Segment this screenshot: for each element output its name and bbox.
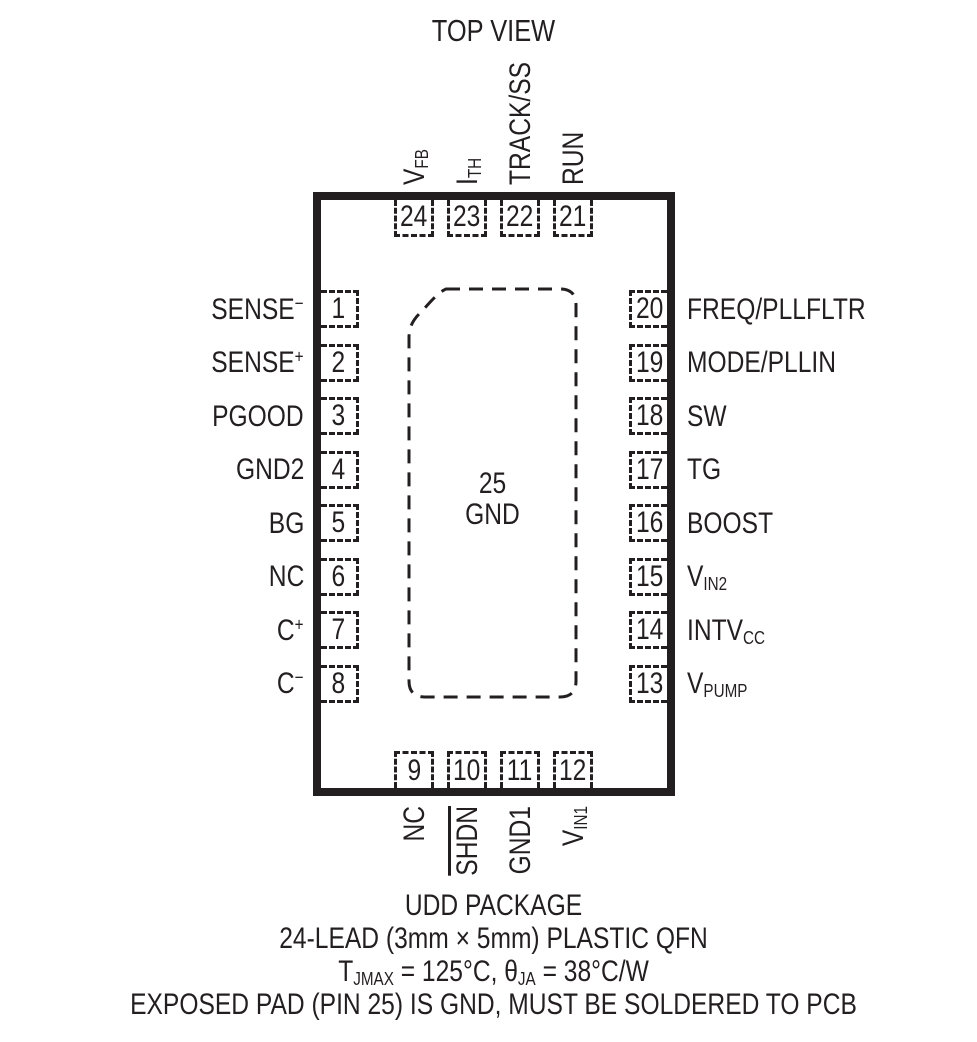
pin-9-number: 9 xyxy=(407,754,421,787)
pin-4-label: GND2 xyxy=(235,453,304,486)
pin-11-box xyxy=(500,751,540,788)
pin-21-label: RUN xyxy=(556,131,590,185)
pin-6-label: NC xyxy=(268,560,304,593)
pin-9-box xyxy=(394,751,434,788)
exposed-pad-label xyxy=(424,468,561,530)
pin-18-box xyxy=(629,397,667,435)
package-name: UDD PACKAGE xyxy=(404,889,583,922)
pin-14-label: $INTV_{CC}$ xyxy=(687,613,766,648)
pin-3-number: 3 xyxy=(331,399,346,432)
pin-5-box xyxy=(321,504,359,542)
pin-12-box xyxy=(553,751,593,788)
pin-1-number: 1 xyxy=(331,292,346,325)
pin-9-label: NC xyxy=(397,806,431,842)
pin-7-box xyxy=(321,611,359,649)
pin-23-number: 23 xyxy=(453,200,481,233)
pin-7-number: 7 xyxy=(331,613,346,646)
pin-3-box xyxy=(321,397,359,435)
pin-17-box xyxy=(629,451,667,489)
pin-18-number: 18 xyxy=(635,399,664,432)
pin-16-label: BOOST xyxy=(687,506,774,540)
pin-6-box xyxy=(321,558,359,596)
pin-16-box xyxy=(629,504,667,542)
pin-21-box xyxy=(553,200,593,237)
pin-13-box xyxy=(629,665,667,703)
pin-1-label: SENSE− xyxy=(211,292,304,326)
exposed-pad-note: EXPOSED PAD (PIN 25) IS GND, MUST BE SOLDERED TO PCB xyxy=(130,988,857,1021)
exposed-pad-net: GND xyxy=(465,498,520,531)
pin-8-label: C− xyxy=(277,666,304,700)
pin-19-box xyxy=(629,344,667,382)
pin-24-label: $V_{FB}$ xyxy=(397,149,432,185)
pin-15-label: $V_{IN2}$ xyxy=(687,560,728,595)
pin-13-number: 13 xyxy=(635,666,664,700)
pin-10-box xyxy=(447,751,487,788)
pin-22-number: 22 xyxy=(506,200,534,233)
pin-12-number: 12 xyxy=(559,754,587,787)
pin-19-number: 19 xyxy=(635,345,664,379)
pin-17-label: TG xyxy=(687,453,722,486)
pin-23-label: $I_{TH}$ xyxy=(450,157,485,185)
pin-7-label: C+ xyxy=(277,613,304,647)
pin-5-number: 5 xyxy=(331,506,346,539)
pin-8-number: 8 xyxy=(331,666,346,700)
pin-3-label: PGOOD xyxy=(212,399,304,433)
pin-24-number: 24 xyxy=(400,200,428,233)
pin-19-label: MODE/PLLIN xyxy=(687,346,837,379)
pin-14-number: 14 xyxy=(635,613,664,646)
pin-11-label: GND1 xyxy=(503,806,537,875)
pin-22-label: TRACK/SS xyxy=(503,61,537,185)
pin-16-number: 16 xyxy=(635,506,664,539)
pin-21-number: 21 xyxy=(559,200,587,233)
pin-23-box xyxy=(447,200,487,237)
pin-20-number: 20 xyxy=(635,292,664,325)
pin-24-box xyxy=(394,200,434,237)
exposed-pad-number: 25 xyxy=(478,467,507,500)
pin-17-number: 17 xyxy=(635,452,664,486)
pin-10-label: SHDN xyxy=(450,806,484,876)
pin-22-box xyxy=(500,200,540,237)
package-description: 24-LEAD (3mm × 5mm) PLASTIC QFN xyxy=(279,922,708,955)
pin-6-number: 6 xyxy=(331,559,346,593)
pin-18-label: SW xyxy=(687,399,727,433)
thermal-info: $T_{JMAX} = 125^\circ C$, $\theta_{JA} = 38^\circ C/W$ xyxy=(338,955,649,990)
pin-12-label: $V_{IN1}$ xyxy=(556,806,591,847)
pin-20-box xyxy=(629,290,667,328)
diagram-title: TOP VIEW xyxy=(431,13,556,48)
pin-15-number: 15 xyxy=(635,559,664,593)
pin-1-box xyxy=(321,290,359,328)
pin-10-number: 10 xyxy=(453,754,481,787)
pin-4-number: 4 xyxy=(331,452,346,486)
pin-4-box xyxy=(321,451,359,489)
footer-notes xyxy=(10,889,977,1021)
pin-5-label: BG xyxy=(268,506,304,540)
pin-2-label: SENSE+ xyxy=(211,345,304,379)
pin-20-label: FREQ/PLLFLTR xyxy=(687,292,866,326)
pin-14-box xyxy=(629,611,667,649)
pin-8-box xyxy=(321,665,359,703)
pin-11-number: 11 xyxy=(507,754,533,787)
pin-15-box xyxy=(629,558,667,596)
pin-13-label: $V_{PUMP}$ xyxy=(687,667,748,702)
pin-2-box xyxy=(321,344,359,382)
pin-2-number: 2 xyxy=(331,345,346,379)
